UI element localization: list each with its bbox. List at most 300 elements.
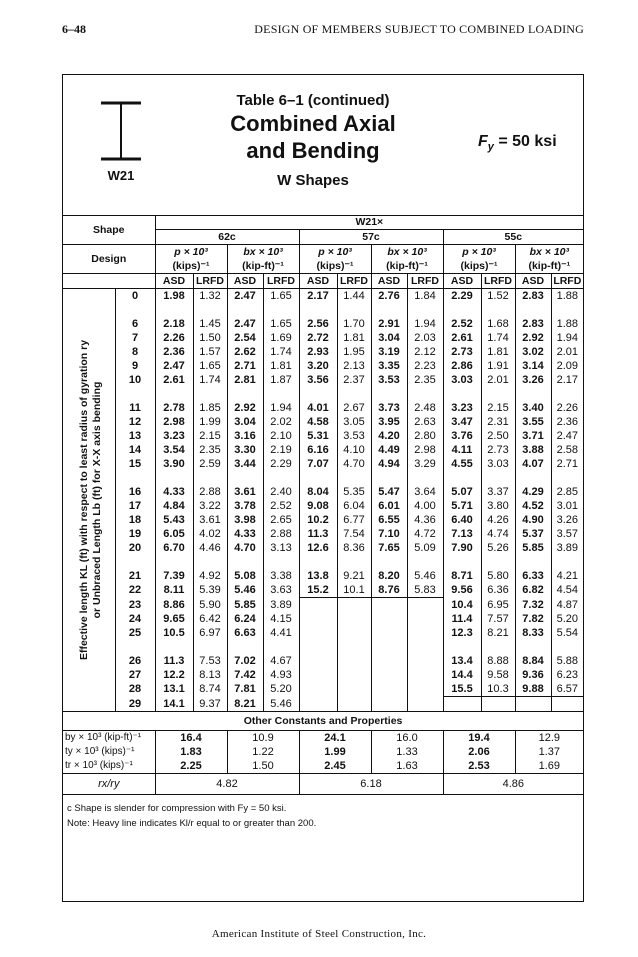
table-cell: 4.29 [515,485,551,499]
table-cell: 6.63 [227,626,263,640]
length-value: 25 [115,626,155,640]
table-cell: 5.85 [227,598,263,613]
table-cell: 1.69 [263,331,299,345]
wide-flange-beam-icon [95,99,147,163]
constant-value: 1.37 [515,745,583,759]
gap-cell [263,640,299,654]
units-header: (kips)⁻¹ [155,259,227,274]
table-cell: 3.20 [299,359,337,373]
table-cell: 2.63 [407,415,443,429]
table-cell: 1.91 [481,359,515,373]
table-cell [299,668,337,682]
table-cell: 7.81 [227,682,263,697]
table-cell: 4.87 [551,598,583,613]
gap-cell [515,555,551,569]
table-cell: 2.80 [407,429,443,443]
table-cell: 1.32 [193,289,227,304]
table-cell: 11.3 [299,527,337,541]
table-cell: 11.3 [155,654,193,668]
table-cell: 1.65 [193,359,227,373]
table-cell: 5.71 [443,499,481,513]
table-cell: 5.46 [227,583,263,598]
gap-cell [227,303,263,317]
table-cell: 3.23 [443,401,481,415]
gap-cell [115,471,155,485]
table-cell: 7.82 [515,612,551,626]
gap-cell [155,555,193,569]
table-cell: 3.63 [263,583,299,598]
constant-value: 1.22 [227,745,299,759]
gap-cell [551,387,583,401]
table-cell: 2.88 [263,527,299,541]
page-number: 6–48 [62,22,86,36]
table-cell: 12.3 [443,626,481,640]
table-row [63,541,583,555]
table-cell: 9.21 [337,569,371,583]
axis-label-line1: Effective length KL (ft) with respect to least radius of gyration ry [78,339,90,661]
table-cell: 2.71 [227,359,263,373]
constant-label: tr × 10³ (kips)⁻¹ [65,760,133,771]
table-cell: 2.92 [515,331,551,345]
length-value: 27 [115,668,155,682]
table-cell [371,612,407,626]
constant-value: 2.06 [443,745,515,759]
constant-value: 24.1 [299,731,371,746]
table-cell: 6.16 [299,443,337,457]
gap-cell [551,303,583,317]
table-cell: 6.95 [481,598,515,613]
table-cell: 2.36 [551,415,583,429]
design-header: Design [63,245,155,274]
table-cell: 2.58 [551,443,583,457]
gap-cell [193,471,227,485]
table-cell: 13.8 [299,569,337,583]
table-cell: 2.83 [515,317,551,331]
table-cell: 8.76 [371,583,407,598]
table-cell: 2.83 [515,289,551,304]
table-cell: 6.23 [551,668,583,682]
table-row [63,654,583,668]
table-cell: 3.53 [337,429,371,443]
method-header: LRFD [337,274,371,289]
table-cell: 3.47 [443,415,481,429]
table-cell: 5.90 [193,598,227,613]
table-cell [337,654,371,668]
length-value: 28 [115,682,155,697]
table-cell: 6.42 [193,612,227,626]
table-cell: 6.05 [155,527,193,541]
table-cell: 1.94 [407,317,443,331]
table-cell: 9.37 [193,697,227,712]
table-cell: 3.02 [515,345,551,359]
gap-cell [481,303,515,317]
table-cell: 2.73 [481,443,515,457]
properties-table [63,215,583,837]
table-cell: 3.05 [337,415,371,429]
table-cell: 3.88 [515,443,551,457]
table-cell: 4.54 [551,583,583,598]
length-value: 13 [115,429,155,443]
gap-cell [515,387,551,401]
length-value: 26 [115,654,155,668]
table-cell [299,598,337,613]
table-cell: 4.67 [263,654,299,668]
gap-cell [155,471,193,485]
table-cell [299,682,337,697]
table-cell: 8.21 [481,626,515,640]
table-cell: 15.5 [443,682,481,697]
yield-stress-label: $F_y = 50$ ksi [478,133,557,154]
length-value: 11 [115,401,155,415]
table-cell: 3.03 [443,373,481,387]
gap-cell [371,387,407,401]
table-cell: 8.36 [337,541,371,555]
table-cell: 2.29 [443,289,481,304]
table-cell: 7.54 [337,527,371,541]
constant-label: ty × 10³ (kips)⁻¹ [65,746,135,757]
table-cell: 2.01 [481,373,515,387]
method-header: ASD [515,274,551,289]
table-cell: 4.94 [371,457,407,471]
table-cell: 2.73 [443,345,481,359]
gap-cell [551,640,583,654]
table-cell: 4.92 [193,569,227,583]
table-cell: 7.02 [227,654,263,668]
table-cell: 3.23 [155,429,193,443]
table-cell: 5.88 [551,654,583,668]
table-cell: 5.09 [407,541,443,555]
units-header: (kip-ft)⁻¹ [515,259,583,274]
table-cell: 8.71 [443,569,481,583]
constant-row [63,759,583,774]
table-cell: 8.74 [193,682,227,697]
table-cell: 2.65 [263,513,299,527]
table-cell: 2.17 [299,289,337,304]
sub-header: bx × 10³ [515,245,583,260]
table-cell: 5.85 [515,541,551,555]
table-cell: 4.10 [337,443,371,457]
method-header: ASD [155,274,193,289]
table-cell: 2.31 [481,415,515,429]
table-cell [481,697,515,712]
table-cell: 1.94 [551,331,583,345]
length-value: 12 [115,415,155,429]
table-cell: 5.20 [263,682,299,697]
table-cell: 5.43 [155,513,193,527]
table-frame [62,74,584,902]
table-cell: 1.70 [337,317,371,331]
table-cell: 10.3 [481,682,515,697]
table-cell [407,612,443,626]
table-cell: 1.81 [481,345,515,359]
table-cell [299,612,337,626]
table-row [63,359,583,373]
units-header: (kip-ft)⁻¹ [227,259,299,274]
weight-header-55: 55c [443,230,583,245]
table-cell: 6.40 [443,513,481,527]
table-cell: 8.88 [481,654,515,668]
constant-value: 1.83 [155,745,227,759]
table-row [63,612,583,626]
gap-cell [299,640,337,654]
table-cell: 3.01 [551,499,583,513]
table-cell: 1.45 [193,317,227,331]
method-header: ASD [443,274,481,289]
footnotes [63,795,583,838]
weight-header-62: 62c [155,230,299,245]
table-cell: 4.15 [263,612,299,626]
table-cell: 3.90 [155,457,193,471]
table-cell [371,626,407,640]
table-cell [337,612,371,626]
table-cell: 3.57 [551,527,583,541]
table-row [63,626,583,640]
running-head: DESIGN OF MEMBERS SUBJECT TO COMBINED LOADING [254,22,584,36]
gap-cell [407,555,443,569]
gap-cell [551,471,583,485]
table-row [63,513,583,527]
table-cell: 3.14 [515,359,551,373]
table-cell: 6.77 [337,513,371,527]
table-row [63,429,583,443]
table-cell: 2.76 [371,289,407,304]
method-spacer [63,274,155,289]
table-row [63,331,583,345]
table-cell: 1.81 [337,331,371,345]
table-cell: 2.15 [481,401,515,415]
gap-cell [337,471,371,485]
table-cell: 3.61 [193,513,227,527]
table-cell [337,626,371,640]
gap-cell [193,555,227,569]
table-cell: 2.88 [193,485,227,499]
table-cell: 4.49 [371,443,407,457]
constant-value: 1.69 [515,759,583,774]
table-cell: 3.19 [371,345,407,359]
table-cell: 4.46 [193,541,227,555]
table-cell: 3.26 [515,373,551,387]
constant-row [63,731,583,746]
table-cell: 1.44 [337,289,371,304]
row-gap [63,555,583,569]
constant-value: 10.9 [227,731,299,746]
table-continued-title: Table 6–1 (continued) [236,92,390,109]
table-cell: 2.98 [155,415,193,429]
table-cell: 10.5 [155,626,193,640]
table-cell: 1.74 [193,373,227,387]
table-row [63,583,583,598]
table-row [63,682,583,697]
gap-cell [443,471,481,485]
table-cell: 3.89 [263,598,299,613]
table-cell: 2.81 [227,373,263,387]
table-cell: 4.70 [337,457,371,471]
table-cell: 2.93 [299,345,337,359]
table-cell: 2.26 [155,331,193,345]
length-value: 14 [115,443,155,457]
sub-header: bx × 10³ [371,245,443,260]
gap-cell [299,555,337,569]
table-cell: 3.98 [227,513,263,527]
table-cell: 5.46 [407,569,443,583]
table-cell [371,668,407,682]
gap-cell [481,387,515,401]
row-gap [63,303,583,317]
constant-value: 19.4 [443,731,515,746]
table-cell: 2.26 [551,401,583,415]
table-row [63,697,583,712]
table-cell: 2.47 [227,289,263,304]
table-cell: 4.00 [407,499,443,513]
length-value: 21 [115,569,155,583]
table-cell: 1.74 [263,345,299,359]
table-cell: 2.13 [337,359,371,373]
constant-value: 1.99 [299,745,371,759]
table-cell: 2.17 [551,373,583,387]
table-cell: 1.88 [551,317,583,331]
table-cell: 8.11 [155,583,193,598]
method-header: LRFD [263,274,299,289]
table-cell [371,654,407,668]
axis-label-line2: or Unbraced Length Lb (ft) for X-X axis bending [91,381,103,619]
rx-ry-row [63,774,583,795]
length-value: 0 [115,289,155,304]
gap-cell [371,303,407,317]
table-cell: 2.01 [551,345,583,359]
units-header: (kips)⁻¹ [299,259,371,274]
table-cell [337,697,371,712]
sub-header: p × 10³ [299,245,371,260]
table-cell [337,598,371,613]
table-cell: 13.4 [443,654,481,668]
table-cell: 4.52 [515,499,551,513]
table-cell: 3.55 [515,415,551,429]
table-cell [407,682,443,697]
rx-ry-value: 6.18 [299,774,443,795]
table-cell: 2.56 [299,317,337,331]
table-cell: 6.04 [337,499,371,513]
gap-cell [227,555,263,569]
gap-cell [371,640,407,654]
table-cell: 1.88 [551,289,583,304]
gap-cell [155,640,193,654]
table-cell: 7.07 [299,457,337,471]
table-cell: 4.74 [481,527,515,541]
row-gap [63,387,583,401]
table-cell [407,598,443,613]
table-cell: 3.53 [371,373,407,387]
gap-cell [193,303,227,317]
table-cell: 6.70 [155,541,193,555]
table-cell: 4.02 [193,527,227,541]
table-row [63,598,583,613]
table-cell: 2.36 [155,345,193,359]
gap-cell [227,471,263,485]
table-cell: 2.52 [263,499,299,513]
table-cell: 6.33 [515,569,551,583]
gap-cell [481,555,515,569]
table-cell: 4.36 [407,513,443,527]
gap-cell [299,303,337,317]
length-value: 29 [115,697,155,712]
length-axis-label [63,289,115,712]
table-cell: 2.98 [407,443,443,457]
table-cell: 5.39 [193,583,227,598]
table-cell: 1.65 [263,317,299,331]
table-cell: 9.88 [515,682,551,697]
rx-ry-value: 4.82 [155,774,299,795]
table-cell: 1.85 [193,401,227,415]
table-cell [407,697,443,712]
constant-value: 2.53 [443,759,515,774]
gap-cell [193,640,227,654]
table-cell: 5.46 [263,697,299,712]
units-header: (kip-ft)⁻¹ [371,259,443,274]
length-value: 10 [115,373,155,387]
units-header: (kips)⁻¹ [443,259,515,274]
table-row [63,345,583,359]
footnote-slender: c Shape is slender for compression with Fy = 50 ksi. [67,803,287,814]
gap-cell [337,387,371,401]
table-cell: 3.89 [551,541,583,555]
table-cell [407,668,443,682]
other-constants-title: Other Constants and Properties [63,712,583,731]
table-cell: 7.42 [227,668,263,682]
table-cell: 9.65 [155,612,193,626]
table-cell: 1.99 [193,415,227,429]
table-cell: 3.26 [551,513,583,527]
table-cell: 4.07 [515,457,551,471]
table-cell: 4.33 [227,527,263,541]
table-cell: 3.16 [227,429,263,443]
table-cell: 5.26 [481,541,515,555]
gap-cell [407,387,443,401]
method-header: ASD [299,274,337,289]
table-cell: 1.81 [263,359,299,373]
table-row [63,569,583,583]
table-subtitle: W Shapes [277,172,349,189]
table-cell [443,697,481,712]
table-cell: 3.04 [227,415,263,429]
table-cell: 15.2 [299,583,337,598]
table-cell: 2.47 [551,429,583,443]
table-cell: 5.54 [551,626,583,640]
table-row [63,457,583,471]
table-cell: 5.20 [551,612,583,626]
table-cell: 4.55 [443,457,481,471]
constant-row [63,745,583,759]
table-main-title-line2: and Bending [246,138,380,163]
table-cell: 6.57 [551,682,583,697]
table-cell [299,626,337,640]
table-cell: 1.52 [481,289,515,304]
table-row [63,527,583,541]
table-row [63,668,583,682]
table-row [63,317,583,331]
table-cell: 7.90 [443,541,481,555]
table-cell: 6.24 [227,612,263,626]
constant-label: by × 10³ (kip-ft)⁻¹ [63,731,155,746]
table-cell: 2.91 [371,317,407,331]
table-cell: 5.37 [515,527,551,541]
method-header: LRFD [407,274,443,289]
constant-value: 16.0 [371,731,443,746]
table-cell: 2.72 [299,331,337,345]
table-cell: 5.31 [299,429,337,443]
table-cell [371,697,407,712]
table-cell: 4.70 [227,541,263,555]
table-cell: 9.36 [515,668,551,682]
